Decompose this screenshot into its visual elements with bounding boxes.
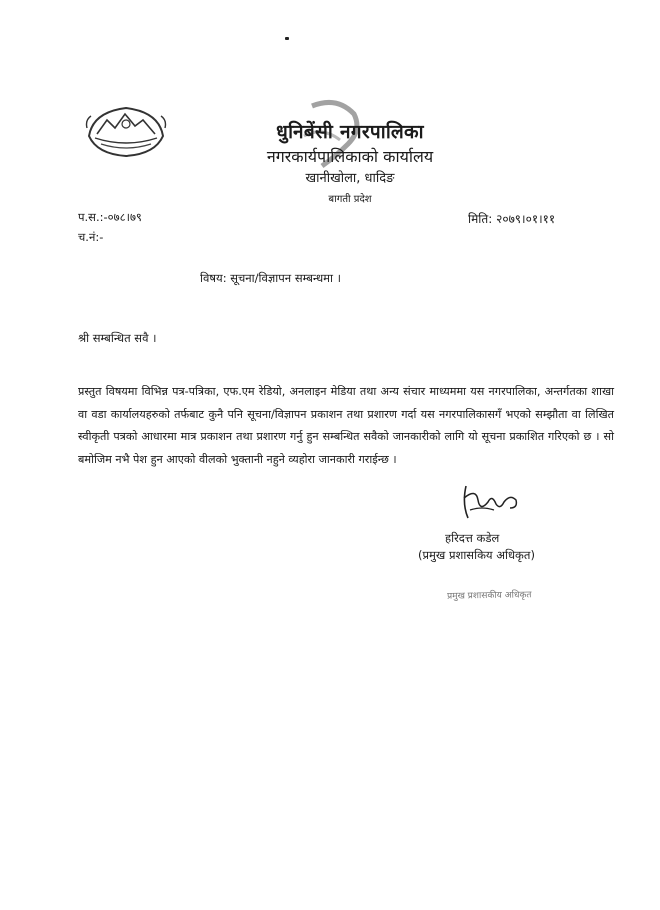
reference-number: प.स.:-०७८।७९ [78, 210, 142, 224]
subject-line: विषय: सूचना/विज्ञापन सम्बन्धमा । [200, 271, 342, 285]
handwritten-signature [458, 480, 522, 524]
municipality-emblem-icon [85, 98, 167, 160]
scan-speck [285, 37, 289, 40]
signatory-name: हरिदत्त कडेल [445, 531, 500, 545]
dispatch-number: च.नं:- [78, 230, 104, 244]
letter-date: मिति: २०७९।०१।११ [468, 212, 556, 226]
body-paragraph: प्रस्तुत विषयमा विभिन्न पत्र-पत्रिका, एफ.एम रेडियो, अनलाइन मेडिया तथा अन्य संचार माध्यममा यस नगरपालिका, अन्तर्गतका शाखा वा वडा कार्यालयहरुको तर्फबाट कुनै पनि सूचना/विज्ञापन प्रकाशन तथा प्रशारण गर्दा यस नगरपालिकासगँ भएको सम्झौता वा लिखित स्वीकृती पत्रको आधारमा मात्र प्रकाशन तथा प्रशारण गर्नु हुन सम्बन्धित सवैको जानकारीको लागि यो सूचना प्रकाशित गरिएको छ । सो बमोजिम नभै पेश हुन आएको वीलको भुक्तानी नहुने व्यहोरा जानकारी गराईन्छ । [78, 385, 614, 466]
official-stamp-text: प्रमुख प्रशासकीय अधिकृत [446, 590, 532, 602]
office-location: खानीखोला, धादिङ [305, 171, 395, 186]
municipality-name: धुनिबेंसी नगरपालिका [276, 121, 424, 143]
salutation: श्री सम्बन्धित सवै । [78, 331, 157, 345]
province-name: बागती प्रदेश [328, 194, 372, 205]
signatory-title: (प्रमुख प्रशासकिय अधिकृत) [418, 548, 535, 562]
office-name: नगरकार्यपालिकाको कार्यालय [266, 147, 434, 166]
